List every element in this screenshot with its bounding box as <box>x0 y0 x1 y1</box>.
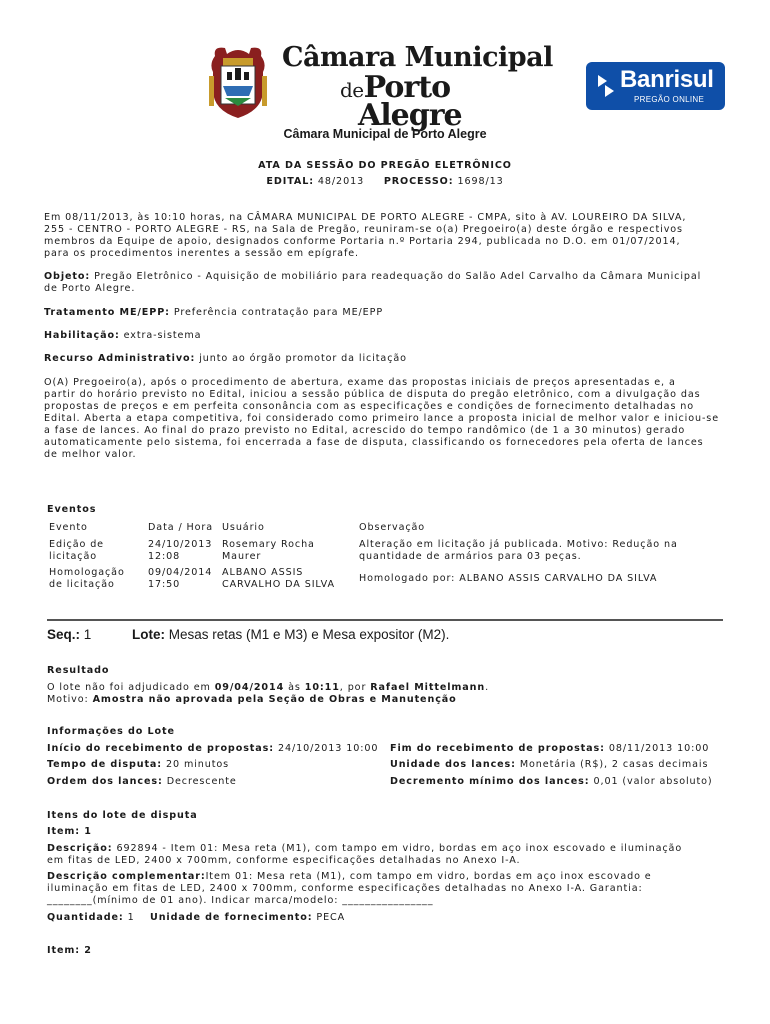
document-title: ATA DA SESSÃO DO PREGÃO ELETRÔNICO <box>258 160 512 171</box>
inicio-value: 24/10/2013 10:00 <box>277 743 379 754</box>
procedimento-line: partir do horário previsto no Edital, iniciou a sessão pública de disputa do pregão eletrônico, com a divulgação das <box>44 389 701 400</box>
fim-field <box>390 743 709 755</box>
recurso-line <box>44 353 407 365</box>
inicio-label: Início do recebimento de propostas: <box>47 743 275 754</box>
eventos-title: Eventos <box>47 504 97 515</box>
eventos-header-usuario: Usuário <box>222 522 265 533</box>
lote-field <box>132 627 449 642</box>
unidade-lances-label: Unidade dos lances: <box>390 759 516 770</box>
observacao-cell <box>359 573 657 585</box>
item-1-label: Item: 1 <box>47 826 92 837</box>
seq-label: Seq.: <box>47 627 81 642</box>
decremento-label: Decremento mínimo dos lances: <box>390 776 590 787</box>
pregao-online-label: PREGÃO ONLINE <box>634 95 705 104</box>
logo-line-1: Câmara Municipal <box>282 42 553 73</box>
quantidade-field <box>47 912 135 924</box>
resultado-person: Rafael Mittelmann <box>370 682 486 693</box>
resultado-line <box>47 682 489 694</box>
descricao-label: Descrição: <box>47 843 113 854</box>
descricao-complementar-label: Descrição complementar: <box>47 871 206 882</box>
descricao-block <box>47 843 737 867</box>
procedimento-line: propostas de preços e em perfeita consonância com as especificações e condições de fornecimento detalhadas no <box>44 401 695 412</box>
cmpa-crest-logo <box>205 46 271 120</box>
intro-line: membros da Equipe de apoio, designados conforme Portaria n.º Portaria 294, publicada no D.O. em 01/07/2014, <box>44 236 681 247</box>
unidade-fornecimento-label: Unidade de fornecimento: <box>150 912 313 923</box>
descricao-complementar-value: Item 01: Mesa reta (M1), com tampo em vidro, bordas em aço inox escovado e <box>205 871 652 882</box>
hora-text: 17:50 <box>148 579 181 590</box>
observacao-text: Alteração em licitação já publicada. Motivo: Redução na <box>359 539 678 550</box>
usuario-text: Maurer <box>222 551 262 562</box>
objeto-label: Objeto: <box>44 271 91 282</box>
lote-value: Mesas retas (M1 e M3) e Mesa expositor (M2). <box>168 627 450 642</box>
eventos-header-data-hora: Data / Hora <box>148 522 214 533</box>
procedimento-line: O(A) Pregoeiro(a), após o procedimento de abertura, exame das propostas iniciais de preços apresentadas e, a <box>44 377 676 388</box>
tratamento-label: Tratamento ME/EPP: <box>44 307 170 318</box>
resultado-text: , por <box>339 682 367 693</box>
descricao-complementar-value-cont: ________(mínimo de 01 ano). Indicar marca/modelo: ________________ <box>47 895 434 906</box>
tempo-label: Tempo de disputa: <box>47 759 163 770</box>
tratamento-value: Preferência contratação para ME/EPP <box>173 307 384 318</box>
logo-line-3: Alegre <box>358 98 462 133</box>
fim-label: Fim do recebimento de propostas: <box>390 743 605 754</box>
usuario-cell <box>222 567 335 591</box>
procedimento-line: automaticamente pelo sistema, foi encerrada a fase de disputa, classificando os fornecedores pela oferta de lances <box>44 437 704 448</box>
banrisul-logo <box>586 62 725 110</box>
observacao-text: Homologado por: ALBANO ASSIS CARVALHO DA SILVA <box>359 573 658 584</box>
ordem-label: Ordem dos lances: <box>47 776 163 787</box>
evento-text: Homologação <box>49 567 125 578</box>
hora-text: 12:08 <box>148 551 181 562</box>
seq-value: 1 <box>83 627 92 642</box>
motivo-line <box>47 694 457 706</box>
data-text: 09/04/2014 <box>148 567 213 578</box>
observacao-cell <box>359 539 678 563</box>
motivo-label: Motivo: <box>47 694 89 705</box>
habilitacao-line <box>44 330 201 342</box>
ordem-value: Decrescente <box>166 776 237 787</box>
resultado-text: às <box>288 682 301 693</box>
page-subtitle: Câmara Municipal de Porto Alegre <box>283 127 487 141</box>
objeto-value-cont: de Porto Alegre. <box>44 283 136 294</box>
data-text: 24/10/2013 <box>148 539 213 550</box>
info-lote-title: Informações do Lote <box>47 726 175 737</box>
usuario-text: CARVALHO DA SILVA <box>222 579 335 590</box>
procedimento-line: a fase de lances. Ao final do prazo previsto no Edital, acrescido do tempo randômico (de 1 a 30 minutos) gerado <box>44 425 686 436</box>
data-hora-cell <box>148 539 212 563</box>
quantidade-value: 1 <box>127 912 135 923</box>
intro-line: Em 08/11/2013, às 10:10 horas, na CÂMARA MUNICIPAL DE PORTO ALEGRE - CMPA, sito à AV. LOUREIRO DA SILVA, <box>44 212 687 223</box>
descricao-value: 692894 - Item 01: Mesa reta (M1), com tampo em vidro, bordas em aço inox escovado e iluminação <box>116 843 683 854</box>
usuario-cell <box>222 539 315 563</box>
evento-text: Edição de <box>49 539 104 550</box>
inicio-field <box>47 743 378 755</box>
logo-porto: Porto <box>363 70 451 105</box>
motivo-value: Amostra não aprovada pela Seção de Obras e Manutenção <box>92 694 457 705</box>
intro-line: 255 - CENTRO - PORTO ALEGRE - RS, na Sala de Pregão, reuniram-se o(a) Pregoeiro(a) deste órgão e respectivos <box>44 224 683 235</box>
tempo-value: 20 minutos <box>166 759 230 770</box>
tratamento-line <box>44 307 383 319</box>
objeto-value: Pregão Eletrônico - Aquisição de mobiliário para readequação do Salão Adel Carvalho da Câmara Municipal <box>94 271 702 282</box>
descricao-complementar-value-cont: iluminação em fitas de LED, 2400 x 700mm, conforme especificações detalhadas no Anexo I-A. Garantia: <box>47 883 643 894</box>
resultado-title: Resultado <box>47 665 110 676</box>
itens-title: Itens do lote de disputa <box>47 810 198 821</box>
quantidade-label: Quantidade: <box>47 912 124 923</box>
edital-processo-line <box>0 176 770 188</box>
evento-cell <box>49 567 125 591</box>
decremento-value: 0,01 (valor absoluto) <box>593 776 713 787</box>
descricao-value-cont: em fitas de LED, 2400 x 700mm, conforme especificações detalhadas no Anexo I-A. <box>47 855 521 866</box>
recurso-label: Recurso Administrativo: <box>44 353 196 364</box>
resultado-text: O lote não foi adjudicado em <box>47 682 211 693</box>
edital-label: EDITAL: <box>266 176 314 187</box>
banrisul-arrows-icon <box>595 71 617 101</box>
seq-field <box>47 627 91 642</box>
item-2-label: Item: 2 <box>47 945 92 956</box>
intro-line: para os procedimentos inerentes a sessão em epígrafe. <box>44 248 359 259</box>
unidade-fornecimento-value: PECA <box>316 912 346 923</box>
evento-text: licitação <box>49 551 98 562</box>
observacao-text: quantidade de armários para 03 peças. <box>359 551 582 562</box>
lote-label: Lote: <box>132 627 165 642</box>
fim-value: 08/11/2013 10:00 <box>608 743 710 754</box>
tempo-field <box>47 759 229 771</box>
resultado-text: . <box>485 682 490 693</box>
unidade-lances-field <box>390 759 708 771</box>
unidade-fornecimento-field <box>150 912 345 924</box>
procedimento-line: Edital. Aberta a etapa competitiva, foi considerado como primeiro lance a proposta inicial de melhor valor e iniciou-se <box>44 413 720 424</box>
resultado-time: 10:11 <box>304 682 340 693</box>
edital-value: 48/2013 <box>317 176 365 187</box>
decremento-field <box>390 776 713 788</box>
descricao-complementar-block <box>47 871 737 907</box>
eventos-header-observacao: Observação <box>359 522 426 533</box>
processo-value: 1698/13 <box>457 176 504 187</box>
objeto-block <box>44 271 734 295</box>
ordem-field <box>47 776 237 788</box>
habilitacao-value: extra-sistema <box>123 330 202 341</box>
evento-text: de licitação <box>49 579 115 590</box>
data-hora-cell <box>148 567 212 591</box>
usuario-text: ALBANO ASSIS <box>222 567 304 578</box>
usuario-text: Rosemary Rocha <box>222 539 315 550</box>
logo-de: de <box>340 78 364 102</box>
unidade-lances-value: Monetária (R$), 2 casas decimais <box>519 759 709 770</box>
cmpa-wordmark <box>282 42 553 133</box>
eventos-header-evento: Evento <box>49 522 88 533</box>
intro-paragraph <box>44 212 734 260</box>
procedimento-paragraph <box>44 377 734 461</box>
banrisul-name: Banrisul <box>620 66 714 93</box>
processo-label: PROCESSO: <box>383 176 454 187</box>
lote-divider <box>47 619 723 621</box>
recurso-value: junto ao órgão promotor da licitação <box>199 353 407 364</box>
evento-cell <box>49 539 104 563</box>
resultado-date: 09/04/2014 <box>214 682 285 693</box>
habilitacao-label: Habilitação: <box>44 330 120 341</box>
procedimento-line: de melhor valor. <box>44 449 137 460</box>
